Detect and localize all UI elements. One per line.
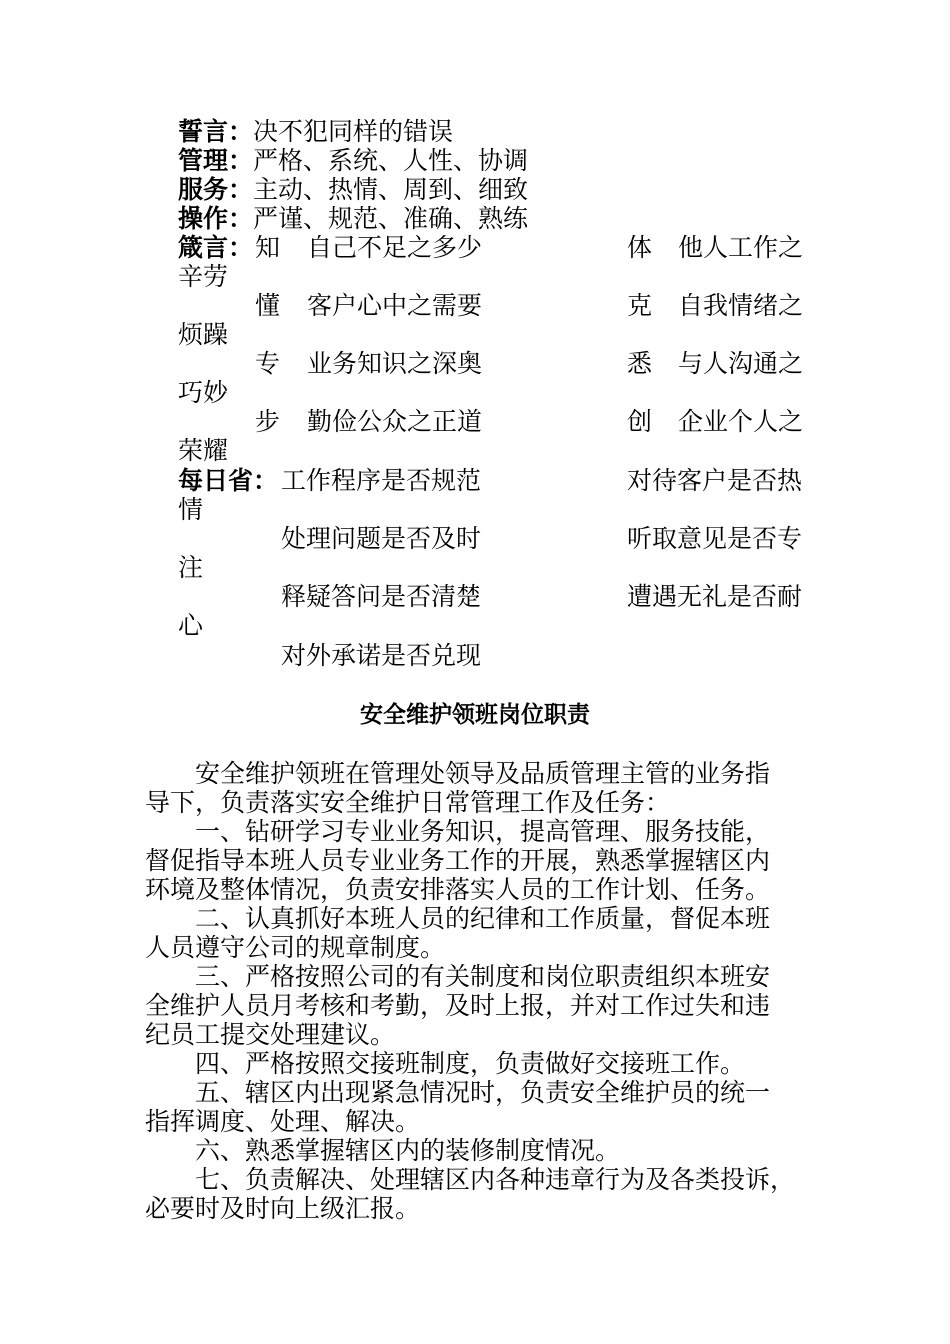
daily-right-item: 遭遇无礼是否耐 [627,582,803,611]
body-line: 二、认真抓好本班人员的纪律和工作质量，督促本班 [195,904,771,933]
section-title: 安全维护领班岗位职责 [360,702,590,728]
body-line: 全维护人员月考核和考勤，及时上报，并对工作过失和违 [145,991,771,1020]
maxim-right-char: 创 [627,407,653,436]
service-label: 服务： [178,175,254,204]
maxim-right-char: 体 [627,233,653,262]
maxim-right-text: 企业个人之 [678,407,804,436]
oath-line [178,117,453,146]
maxim-left-char: 专 [255,349,281,378]
body-line: 纪员工提交处理建议。 [145,1020,396,1049]
daily-left-item: 处理问题是否及时 [281,524,482,553]
daily-left-item: 释疑答问是否清楚 [281,582,482,611]
daily-label: 每日省： [178,466,279,495]
maxim-wrap: 荣耀 [178,436,229,465]
operation-line [178,204,528,233]
body-line: 七、负责解决、处理辖区内各种违章行为及各类投诉， [195,1165,796,1194]
management-text: 严格、系统、人性、协调 [253,146,529,175]
service-text: 主动、热情、周到、细致 [253,175,529,204]
body-line: 安全维护领班在管理处领导及品质管理主管的业务指 [195,759,771,788]
operation-label: 操作： [178,204,254,233]
maxim-right-char: 悉 [627,349,653,378]
maxim-right-char: 克 [627,291,653,320]
maxim-wrap: 巧妙 [178,378,229,407]
body-line: 必要时及时向上级汇报。 [145,1194,421,1223]
operation-text: 严谨、规范、准确、熟练 [253,204,529,233]
daily-right-item: 对待客户是否热 [627,466,803,495]
daily-wrap: 情 [178,495,204,524]
daily-wrap: 注 [178,553,204,582]
body-line: 导下，负责落实安全维护日常管理工作及任务： [145,788,671,817]
daily-right-item: 听取意见是否专 [627,524,803,553]
maxim-left-text: 勤俭公众之正道 [307,407,483,436]
body-line: 环境及整体情况，负责安排落实人员的工作计划、任务。 [145,875,771,904]
management-label: 管理： [178,146,254,175]
maxim-right-text: 与人沟通之 [678,349,804,378]
body-line: 五、辖区内出现紧急情况时，负责安全维护员的统一 [195,1078,771,1107]
maxim-right-text: 他人工作之 [678,233,804,262]
body-line: 一、钻研学习专业业务知识，提高管理、服务技能， [195,817,771,846]
maxim-wrap: 烦躁 [178,320,229,349]
body-line: 四、严格按照交接班制度，负责做好交接班工作。 [195,1049,746,1078]
body-line: 六、熟悉掌握辖区内的装修制度情况。 [195,1136,621,1165]
body-line: 督促指导本班人员专业业务工作的开展，熟悉掌握辖区内 [145,846,771,875]
body-line: 人员遵守公司的规章制度。 [145,933,446,962]
maxim-left-text: 自己不足之多少 [307,233,483,262]
maxim-left-char: 懂 [255,291,281,320]
maxim-right-text: 自我情绪之 [678,291,804,320]
maxim-left-char: 步 [255,407,281,436]
daily-left-item: 对外承诺是否兑现 [281,641,482,670]
service-line [178,175,528,204]
oath-label: 誓言： [178,117,254,146]
daily-wrap: 心 [178,611,204,640]
body-line: 指挥调度、处理、解决。 [145,1107,421,1136]
maxim-wrap: 辛劳 [178,262,229,291]
maxim-label: 箴言： [178,233,254,262]
maxim-left-text: 业务知识之深奥 [307,349,483,378]
oath-text: 决不犯同样的错误 [253,117,454,146]
maxim-left-char: 知 [255,233,281,262]
maxim-left-text: 客户心中之需要 [307,291,483,320]
daily-left-item: 工作程序是否规范 [281,466,482,495]
management-line [178,146,528,175]
body-line: 三、严格按照公司的有关制度和岗位职责组织本班安 [195,962,771,991]
